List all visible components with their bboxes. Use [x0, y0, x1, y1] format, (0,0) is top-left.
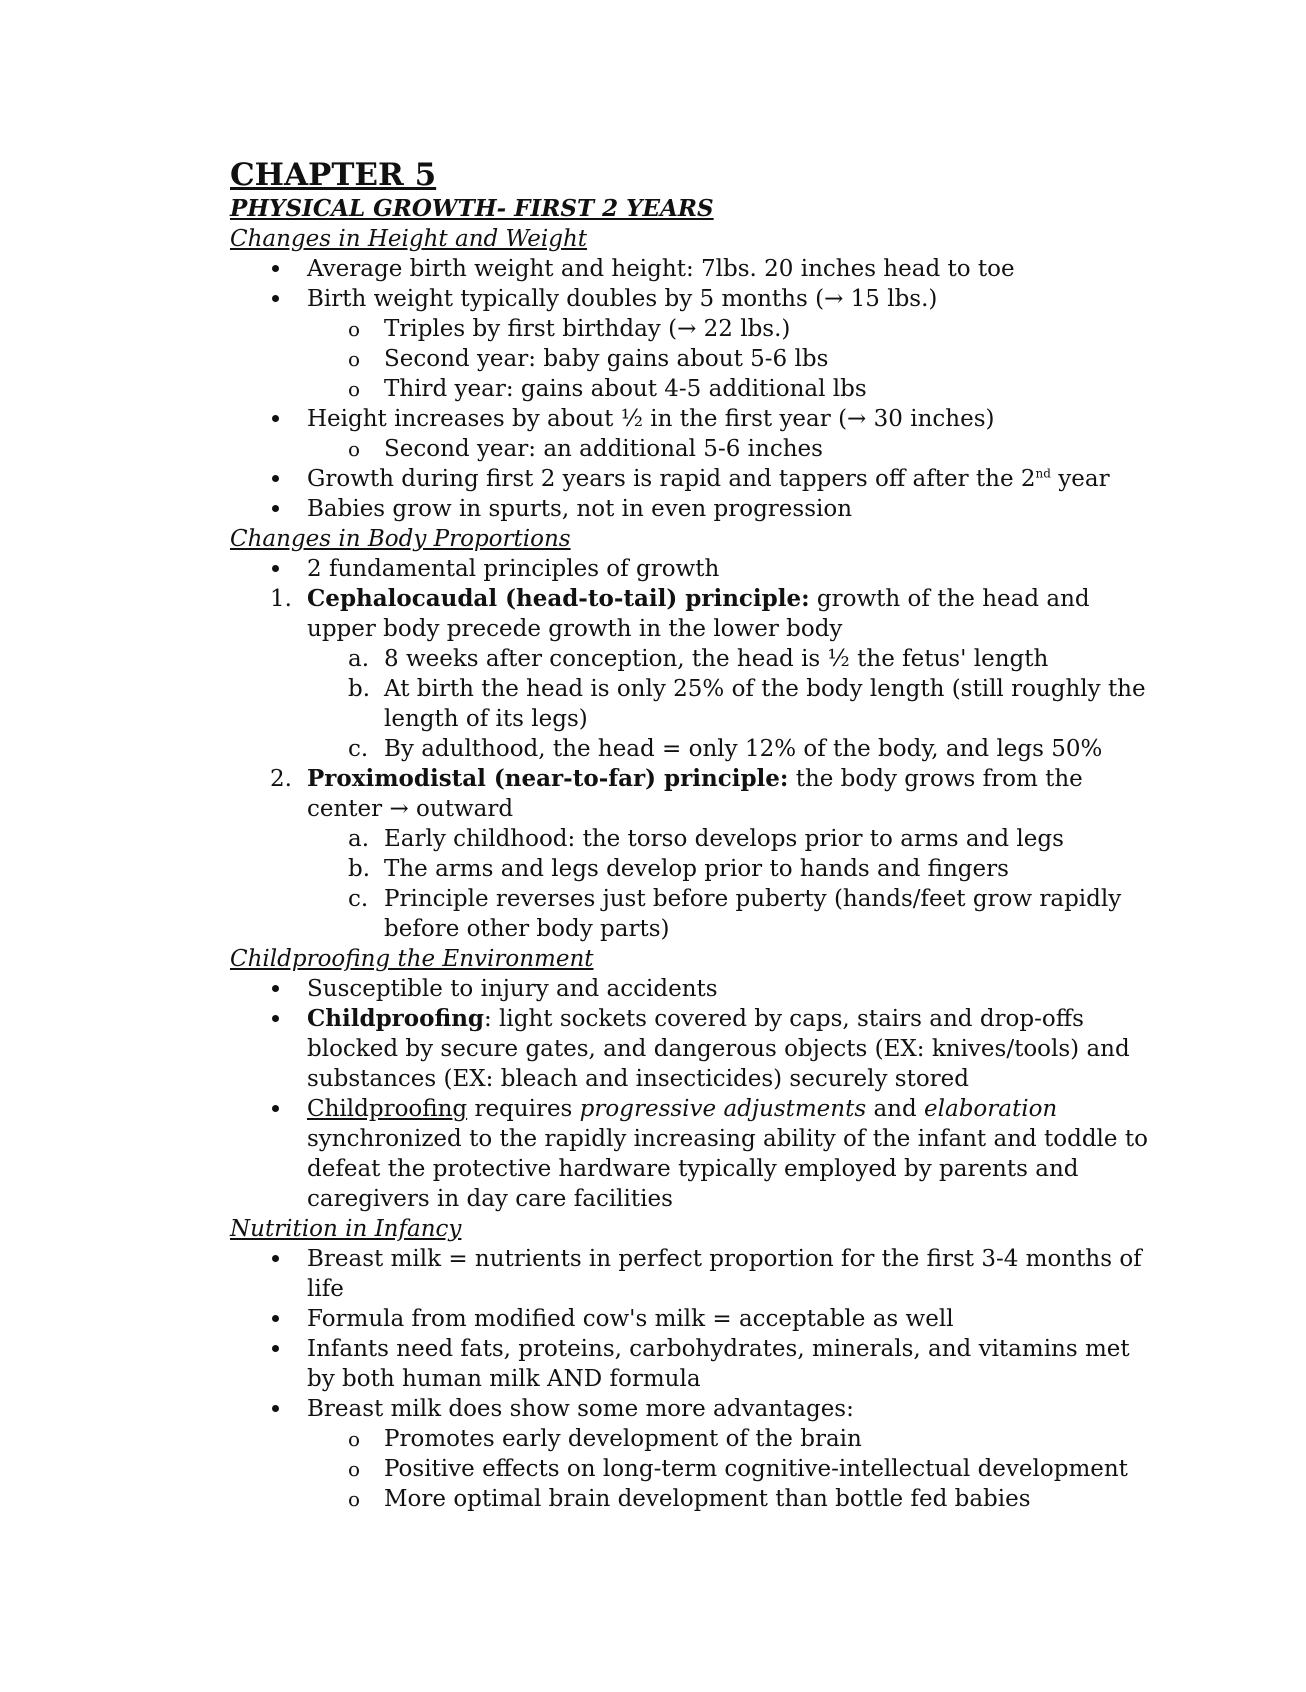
list-letter: c. [348, 886, 369, 912]
list-item: o Triples by first birthday (→ 22 lbs.) [348, 316, 791, 342]
list-letter: b. [348, 676, 371, 702]
lettered-item: c. By adulthood, the head = only 12% of the body, and legs 50% [348, 736, 1103, 762]
section-heading: Changes in Height and Weight [230, 226, 588, 252]
list-item: Breast milk does show some more advantages: [230, 1394, 1160, 1424]
document-page [230, 156, 1160, 1514]
list-item: Susceptible to injury and accidents [230, 974, 1160, 1004]
numbered-item: 1. Cephalocaudal (head-to-tail) principle: growth of the head and upper body precede growth in the lower body [270, 585, 1090, 642]
list-item: o Second year: an additional 5-6 inches [348, 436, 823, 462]
section-nutrition [230, 1214, 1160, 1514]
list-number: 2. [270, 766, 292, 792]
list-item: Breast milk = nutrients in perfect proportion for the first 3-4 months of life [230, 1244, 1160, 1304]
list-item: Height increases by about ½ in the first year (→ 30 inches) [230, 404, 1160, 434]
lettered-item: a. Early childhood: the torso develops prior to arms and legs [348, 826, 1064, 852]
bullet-icon [270, 974, 307, 1004]
bullet-icon [270, 1304, 307, 1334]
list-item: o More optimal brain development than bottle fed babies [348, 1486, 1031, 1512]
numbered-item: 2. Proximodistal (near-to-far) principle: the body grows from the center → outward [270, 765, 1083, 822]
bullet-icon [270, 554, 307, 584]
right-arrow-icon: → [847, 406, 867, 432]
bullet-icon [270, 284, 307, 314]
lettered-item: c. Principle reverses just before puberty (hands/feet grow rapidly before other body parts) [348, 886, 1122, 942]
list-item: o Positive effects on long-term cognitive-intellectual development [348, 1456, 1128, 1482]
list-item: Growth during first 2 years is rapid and tappers off after the 2nd year [230, 464, 1160, 494]
list-item: Birth weight typically doubles by 5 months (→ 15 lbs.) [230, 284, 1160, 314]
section-childproofing [230, 944, 1160, 1214]
bullet-icon [270, 1244, 307, 1274]
section-heading: Childproofing the Environment [230, 946, 594, 972]
circle-bullet-icon: o [348, 437, 361, 461]
list-item: o Third year: gains about 4-5 additional lbs [348, 376, 867, 402]
section-body-proportions [230, 524, 1160, 944]
list-item: Formula from modified cow's milk = acceptable as well [230, 1304, 1160, 1334]
list-item: Average birth weight and height: 7lbs. 20 inches head to toe [230, 254, 1160, 284]
list-number: 1. [270, 586, 292, 612]
list-item: Babies grow in spurts, not in even progression [230, 494, 1160, 524]
list-letter: a. [348, 826, 370, 852]
bullet-icon [270, 1004, 307, 1034]
list-item: o Promotes early development of the brain [348, 1426, 862, 1452]
bullet-icon [270, 1334, 307, 1364]
circle-bullet-icon: o [348, 377, 361, 401]
section-heading: Nutrition in Infancy [230, 1216, 462, 1242]
list-item: 2 fundamental principles of growth [230, 554, 1160, 584]
lettered-item: a. 8 weeks after conception, the head is ½ the fetus' length [348, 646, 1049, 672]
list-letter: a. [348, 646, 370, 672]
chapter-title: CHAPTER 5 [230, 157, 437, 193]
lettered-item: b. At birth the head is only 25% of the body length (still roughly the length of its legs) [348, 676, 1146, 732]
list-letter: c. [348, 736, 369, 762]
section-heading: Changes in Body Proportions [230, 526, 571, 552]
list-item: o Second year: baby gains about 5-6 lbs [348, 346, 829, 372]
list-item: Infants need fats, proteins, carbohydrates, minerals, and vitamins met by both human milk AND formula [230, 1334, 1160, 1394]
bullet-icon [270, 494, 307, 524]
bullet-icon [270, 404, 307, 434]
list-item: Childproofing requires progressive adjustments and elaboration synchronized to the rapidly increasing ability of the infant and toddle to defeat the protective hardware typically employed by parents and caregivers in day care facilities [230, 1094, 1160, 1214]
right-arrow-icon: → [677, 316, 697, 342]
lettered-item: b. The arms and legs develop prior to hands and fingers [348, 856, 1009, 882]
chapter-subtitle: PHYSICAL GROWTH- FIRST 2 YEARS [230, 195, 714, 222]
circle-bullet-icon: o [348, 347, 361, 371]
bullet-icon [270, 1094, 307, 1124]
right-arrow-icon: → [389, 796, 409, 822]
list-letter: b. [348, 856, 371, 882]
list-item: Childproofing: light sockets covered by caps, stairs and drop-offs blocked by secure gates, and dangerous objects (EX: knives/tools) and substances (EX: bleach and insecticides) securely stored [230, 1004, 1160, 1094]
right-arrow-icon: → [824, 286, 844, 312]
circle-bullet-icon: o [348, 1457, 361, 1481]
circle-bullet-icon: o [348, 1487, 361, 1511]
bullet-icon [270, 464, 307, 494]
bullet-icon [270, 254, 307, 284]
bullet-icon [270, 1394, 307, 1424]
circle-bullet-icon: o [348, 1427, 361, 1451]
circle-bullet-icon: o [348, 317, 361, 341]
section-height-weight [230, 224, 1160, 524]
